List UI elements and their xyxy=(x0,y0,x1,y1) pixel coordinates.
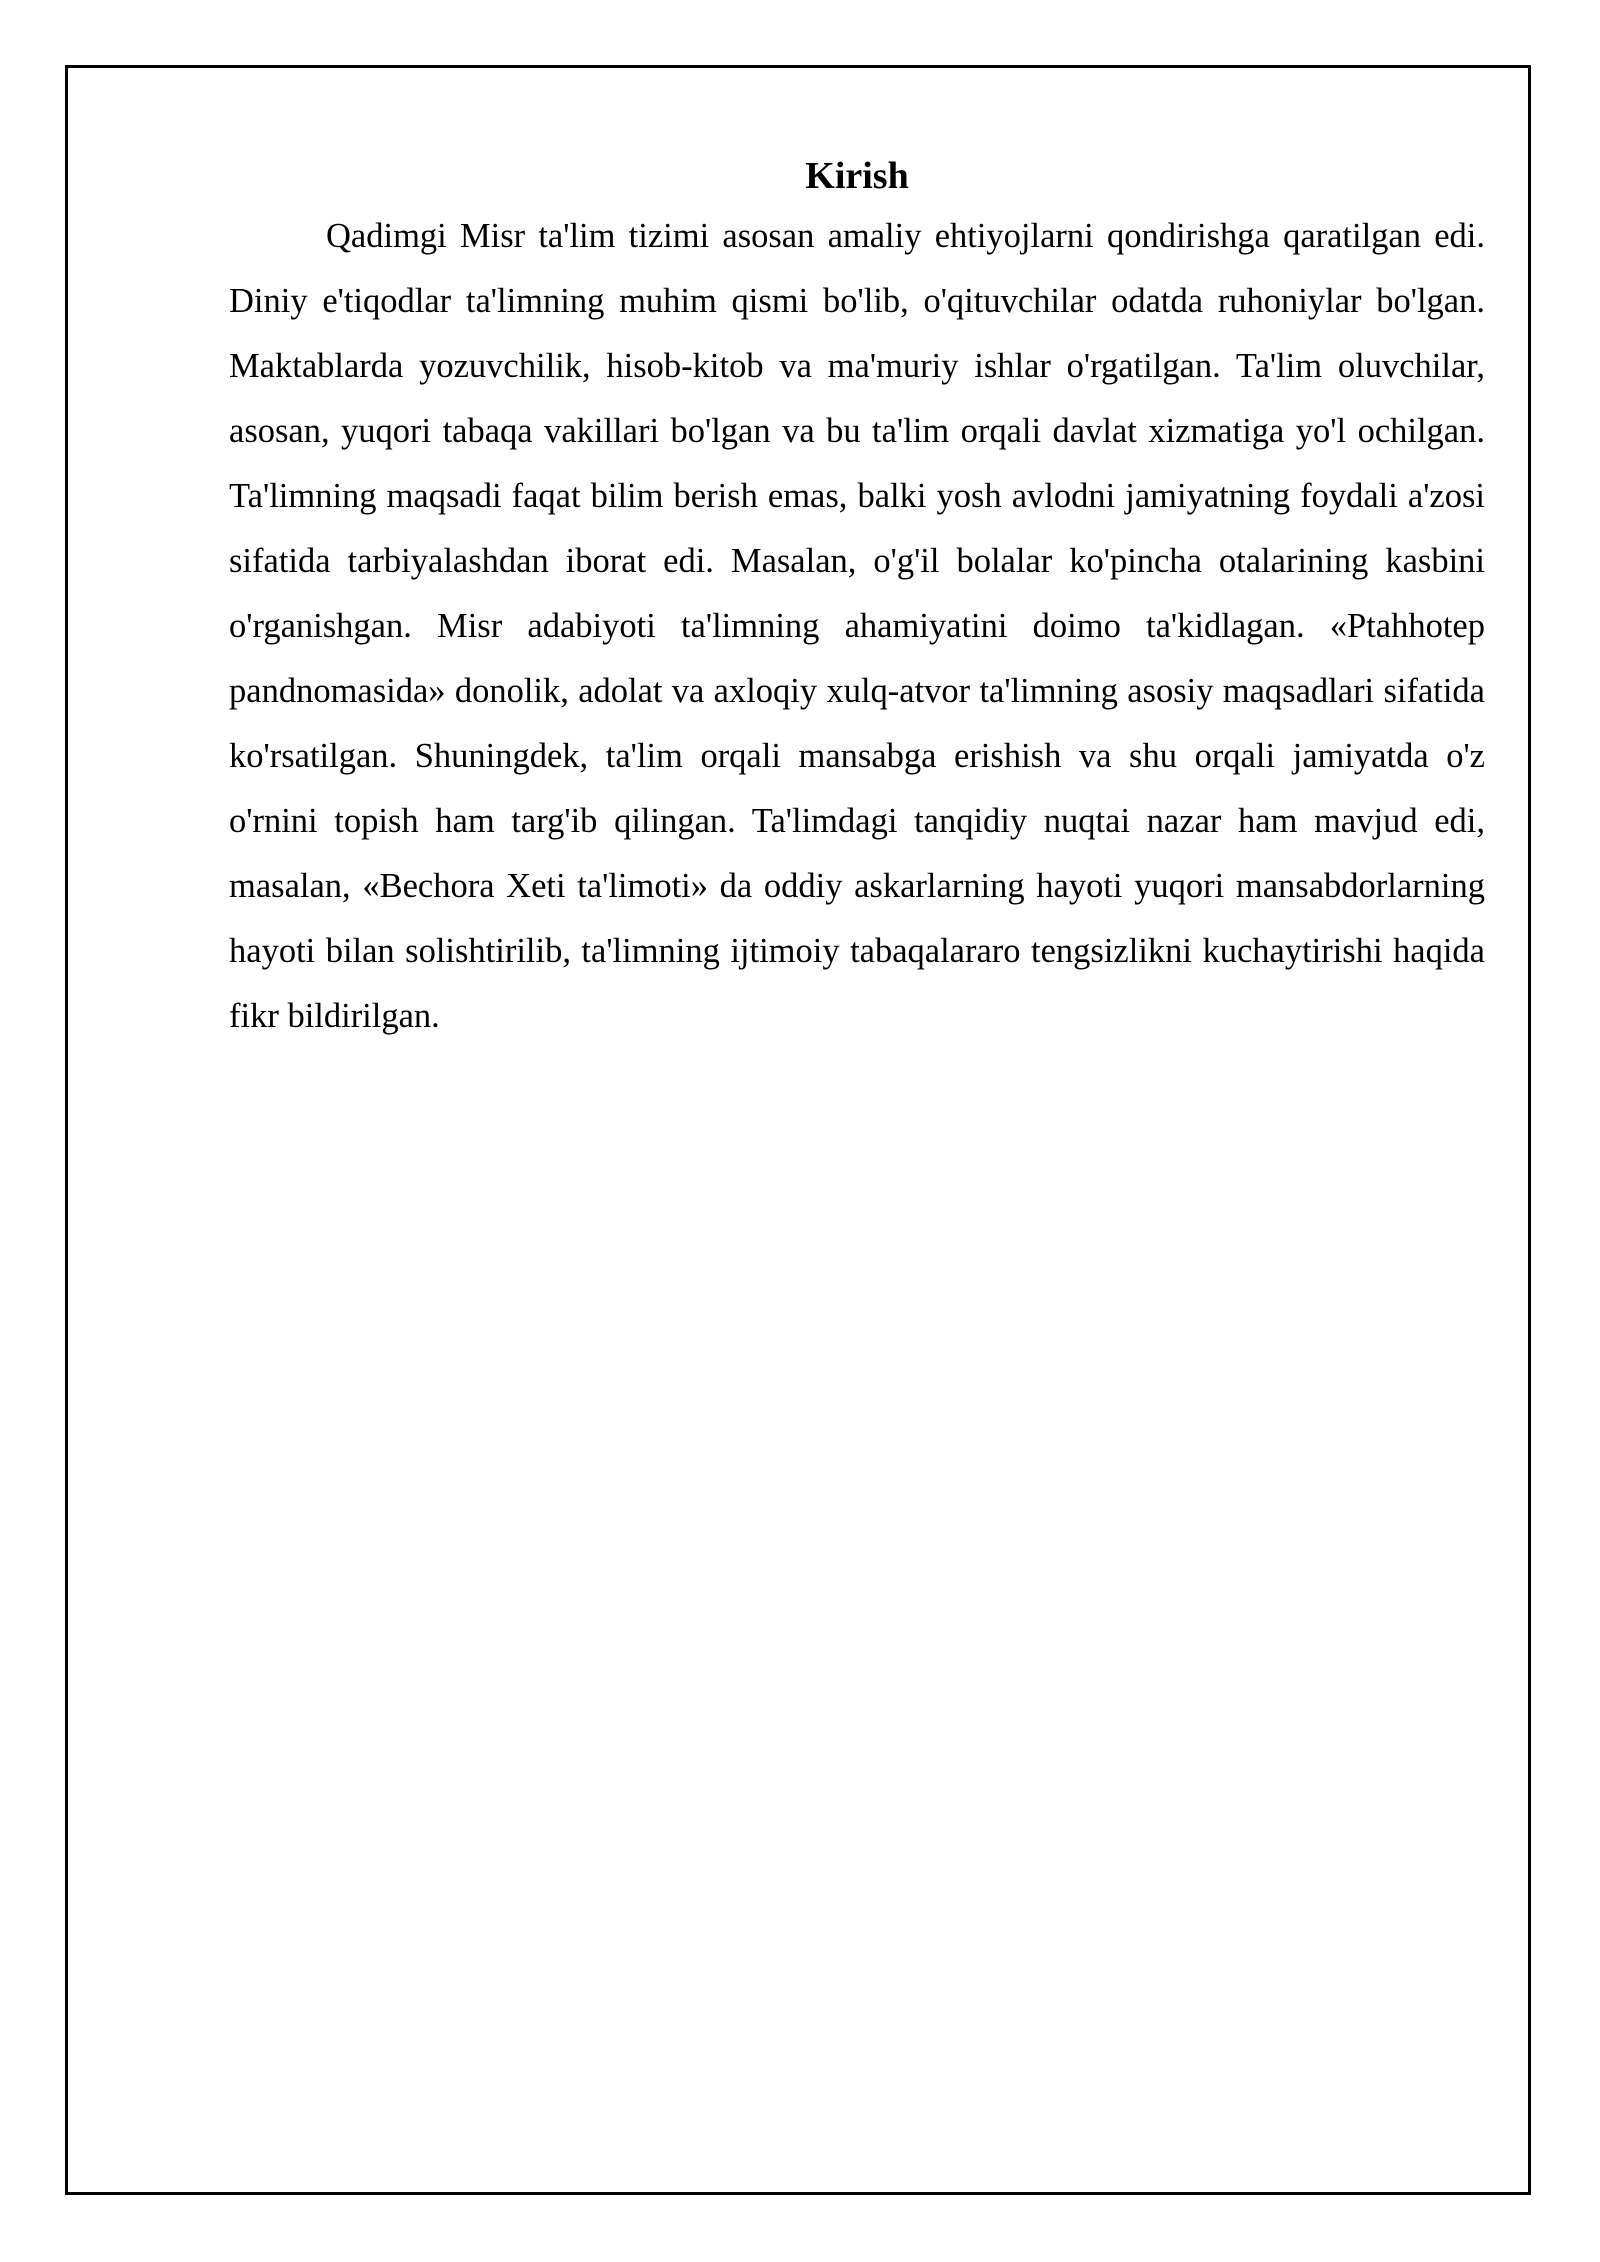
document-title: Kirish xyxy=(805,155,909,197)
document-content xyxy=(229,148,1485,1049)
body-paragraph: Qadimgi Misr ta'lim tizimi asosan amaliy ehtiyojlarni qondirishga qaratilgan edi. Diniy e'tiqodlar ta'limning muhim qismi bo'lib, o'qituvchilar odatda ruhoniylar bo'lgan. Maktablarda yozuvchilik, hisob-kitob va ma'muriy ishlar o'rgatilgan. Ta'lim oluvchilar, asosan, yuqori tabaqa vakillari bo'lgan va bu ta'lim orqali davlat xizmatiga yo'l ochilgan. Ta'limning maqsadi faqat bilim berish emas, balki yosh avlodni jamiyatning foydali a'zosi sifatida tarbiyalashdan iborat edi. Masalan, o'g'il bolalar ko'pincha otalarining kasbini o'rganishgan. Misr adabiyoti ta'limning ahamiyatini doimo ta'kidlagan. «Ptahhotep pandnomasida» donolik, adolat va axloqiy xulq-atvor ta'limning asosiy maqsadlari sifatida ko'rsatilgan. Shuningdek, ta'lim orqali mansabga erishish va shu orqali jamiyatda o'z o'rnini topish ham targ'ib qilingan. Ta'limdagi tanqidiy nuqtai nazar ham mavjud edi, masalan, «Bechora Xeti ta'limoti» da oddiy askarlarning hayoti yuqori mansabdorlarning hayoti bilan solishtirilib, ta'limning ijtimoiy tabaqalararo tengsizlikni kuchaytirishi haqida fikr bildirilgan. xyxy=(229,217,1485,1035)
